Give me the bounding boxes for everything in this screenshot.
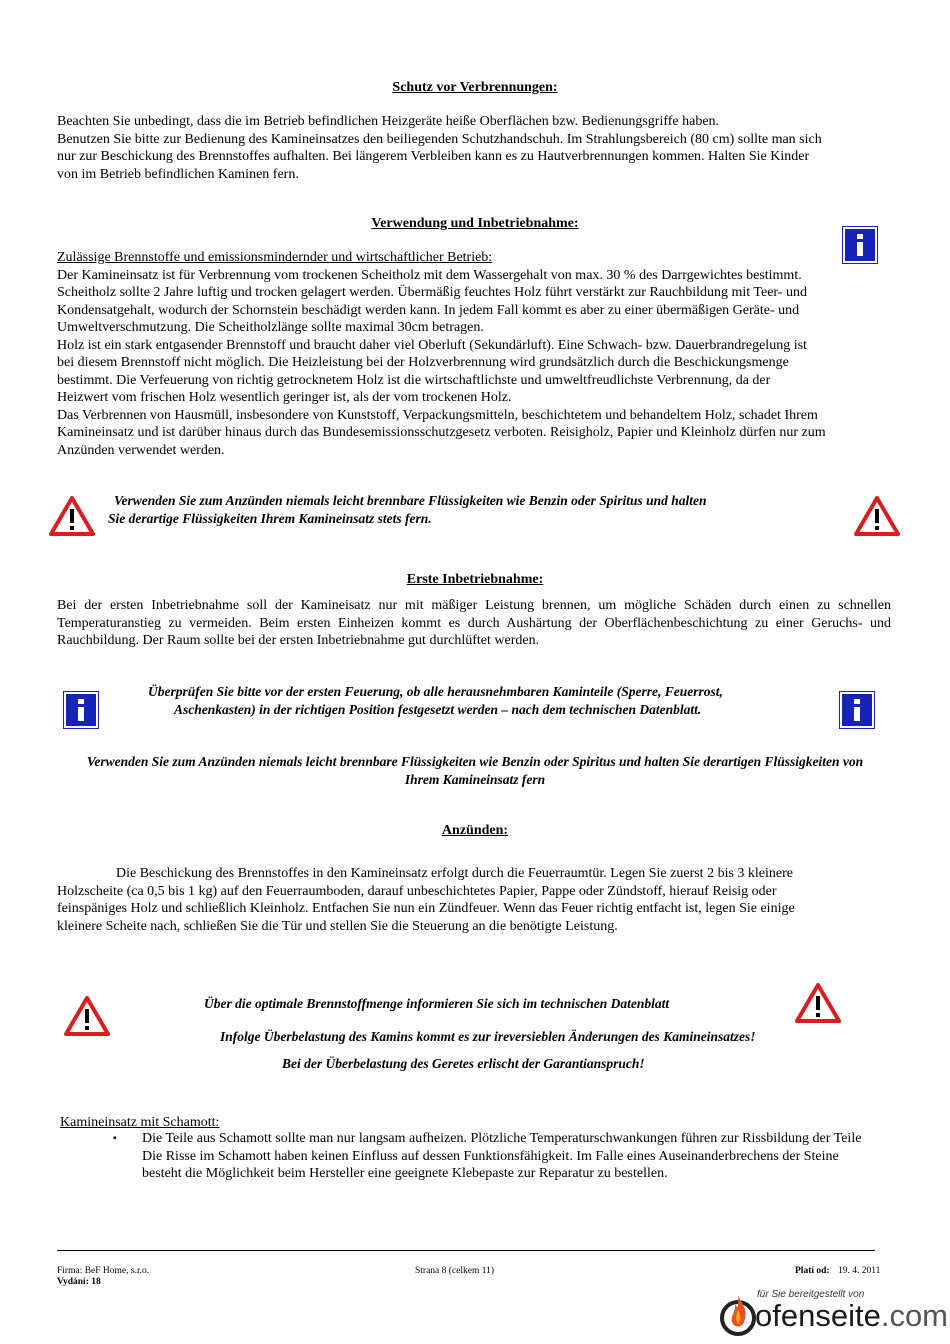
flame-logo-icon xyxy=(718,1290,758,1338)
text-line: Benutzen Sie bitte zur Bedienung des Kamineinsatzes den beiliegenden Schutzhandschuh. Im Strahlungsbereich (80 cm) sollte man sich xyxy=(57,131,822,147)
warning-text-2 xyxy=(40,753,910,789)
text-line: nur zur Beschickung des Brennstoffes aufhalten. Bei längerem Verbleiben kann es zu Hautverbrennungen kommen. Halten Sie Kinder xyxy=(57,149,810,164)
footer-strana: Strana 8 (celkem 11) xyxy=(415,1266,495,1276)
text-line: Holzscheite (ca 0,5 bis 1 kg) auf den Feuerraumboden, darauf unbeschichtetes Papier, Pappe oder Zündstoff, hierauf Reisig oder xyxy=(57,883,777,899)
sublabel-schamott: Kamineinsatz mit Schamott: xyxy=(60,1115,220,1130)
warning-line: Sie derartige Flüssigkeiten Ihrem Kamineinsatz stets fern. xyxy=(108,511,432,526)
text-line: Scheitholz sollte 2 Jahre luftig und trocken gelagert werden. Übermäßig feuchtes Holz führt verstärkt zur Rauchbildung mit Teer- und xyxy=(57,285,807,300)
paragraph-anzuenden xyxy=(57,865,891,935)
text-line: Holz ist ein stark entgasender Brennstoff und braucht daher viel Oberluft (Sekundärluft). Eine Schwach- bzw. Dauerbrandregelung ist xyxy=(57,337,807,353)
text-line: Die Beschickung des Brennstoffes in den Kamineinsatz erfolgt durch die Feuerraumtür. Legen Sie zuerst 2 bis 3 kleinere xyxy=(116,866,793,881)
text-line: von im Betrieb befindlichen Kaminen fern. xyxy=(57,166,299,182)
footer-firma: Firma: BeF Home, s.r.o. xyxy=(57,1266,150,1276)
list-item: besteht die Möglichkeit beim Hersteller eine geeignete Klebepaste zur Reparatur zu bestellen. xyxy=(142,1166,668,1181)
warning-line: Verwenden Sie zum Anzünden niemals leicht brennbare Flüssigkeiten wie Benzin oder Spiritus und halten Sie derartigen Flüssigkeiten von xyxy=(86,754,864,769)
text-line: kleinere Scheite nach, schließen Sie die Tür und stellen Sie die Steuerung an die benötigte Leistung. xyxy=(57,918,618,934)
warning-line: Ihrem Kamineinsatz fern xyxy=(404,772,546,787)
warning-triangle-icon xyxy=(49,496,95,536)
branding-tagline: für Sie bereitgestellt von xyxy=(757,1289,865,1300)
text-line: Der Kamineinsatz ist für Verbrennung vom trockenen Scheitholz mit dem Wassergehalt von max. 30 % des Darrgewichtes bestimmt. xyxy=(57,267,802,283)
warning-triangle-icon xyxy=(854,496,900,536)
schamott-list xyxy=(142,1130,902,1183)
warning-text-1 xyxy=(108,492,828,528)
branding-logo-text xyxy=(755,1299,948,1333)
text-line: Bei der ersten Inbetriebnahme soll der Kamineisatz nur mit mäßiger Leistung brennen, um mögliche Schäden durch einen zu schnellen xyxy=(57,598,891,613)
heading-schutz: Schutz vor Verbrennungen: xyxy=(392,80,558,95)
paragraph-schutz xyxy=(57,113,891,183)
text-line: Heizwert vom frischen Holz wesentlich geringer ist, als der vom trockenen Holz. xyxy=(57,390,512,405)
text-line: Kamineinsatz und ist darüber hinaus durch das Bundesemissionsschutzgesetz verboten. Reisigholz, Papier und Kleinholz dürfen nur zum xyxy=(57,425,826,440)
schamott-label xyxy=(60,1114,894,1132)
text-line: Rauchbildung. Der Raum sollte bei der ersten Inbetriebnahme gut durchlüftet werden. xyxy=(57,633,540,648)
info-icon xyxy=(840,692,874,728)
info-line: Aschenkasten) in der richtigen Position festgesetzt werden – nach dem technischen Datenblatt. xyxy=(174,702,702,717)
paragraph-erste xyxy=(57,597,891,650)
sublabel-brennstoffe: Zulässige Brennstoffe und emissionsmindernder und wirtschaftlicher Betrieb: xyxy=(57,250,493,265)
text-line: Beachten Sie unbedingt, dass die im Betrieb befindlichen Heizgeräte heiße Oberflächen bzw. Bedienungsgriffe haben. xyxy=(57,114,720,129)
footer-divider xyxy=(57,1250,875,1251)
text-line: bestimmt. Die Verfeuerung von richtig getrocknetem Holz ist die wirtschaftlichste und umweltfreudlichste Verbrennung, da der xyxy=(57,372,771,388)
text-line: Das Verbrennen von Hausmüll, insbesondere von Kunststoff, Verpackungsmitteln, beschichtetem und behandeltem Holz, schadet Ihrem xyxy=(57,407,818,423)
text-line: Umweltverschmutzung. Die Scheitholzlänge sollte maximal 30cm betragen. xyxy=(57,320,484,335)
heading-anzuenden: Anzünden: xyxy=(441,823,509,838)
list-item: Die Risse im Schamott haben keinen Einfluss auf dessen Funktionsfähigkeit. Im Falle eines Auseinanderbrechens der Steine xyxy=(142,1148,839,1164)
list-item: Die Teile aus Schamott sollte man nur langsam aufheizen. Plötzliche Temperaturschwankungen führen zur Rissbildung der Teile xyxy=(142,1131,862,1146)
paragraph-verwendung xyxy=(57,249,891,459)
footer-vydani: Vydání: 18 xyxy=(57,1277,101,1287)
logo-suffix: .com xyxy=(880,1298,949,1333)
heading-erste-inbetriebnahme: Erste Inbetriebnahme: xyxy=(406,572,544,587)
heading-verwendung: Verwendung und Inbetriebnahme: xyxy=(371,216,579,231)
warning-line: Infolge Überbelastung des Kamins kommt es zur ireversieblen Änderungen des Kamineinsatzes! xyxy=(220,1029,756,1044)
bullet-marker: ▪ xyxy=(113,1133,117,1144)
warning-line: Verwenden Sie zum Anzünden niemals leicht brennbare Flüssigkeiten wie Benzin oder Spiritus und halten xyxy=(114,493,707,508)
text-line: feinspäniges Holz und schließlich Kleinholz. Entfachen Sie nun ein Zündfeuer. Wenn das Feuer richtig entfacht ist, legen Sie einige xyxy=(57,901,795,916)
footer-plati-value: 19. 4. 2011 xyxy=(837,1266,881,1276)
warning-triangle-icon xyxy=(795,983,841,1023)
text-line: Kondensatgehalt, wodurch der Schornstein beschädigt werden kann. In jedem Fall kommt es aber zu einer übermäßigen Geräte- und xyxy=(57,302,800,318)
info-icon xyxy=(64,692,98,728)
warning-line: Bei der Überbelastung des Geretes erlischt der Garantianspruch! xyxy=(282,1056,645,1071)
info-text-2 xyxy=(140,683,820,719)
warning-line: Über die optimale Brennstoffmenge informieren Sie sich im technischen Datenblatt xyxy=(204,996,670,1011)
text-line: Anzünden verwendet werden. xyxy=(57,442,225,458)
footer-plati-label: Platí od: xyxy=(795,1266,830,1276)
info-line: Überprüfen Sie bitte vor der ersten Feuerung, ob alle herausnehmbaren Kaminteile (Sperre, Feuerrost, xyxy=(148,684,723,699)
logo-main: ofenseite xyxy=(755,1298,881,1333)
warning-triangle-icon xyxy=(64,996,110,1036)
text-line: bei diesem Brennstoff nicht möglich. Die Heizleistung bei der Holzverbrennung wird grundsätzlich durch die Beschickungsmenge xyxy=(57,355,789,370)
text-line: Temperaturanstieg zu vermeiden. Beim ersten Einheizen kommt es durch Aushärtung der Oberflächenbeschichtung zu einer Geruchs- und xyxy=(57,615,891,631)
footer-plati xyxy=(795,1266,880,1276)
